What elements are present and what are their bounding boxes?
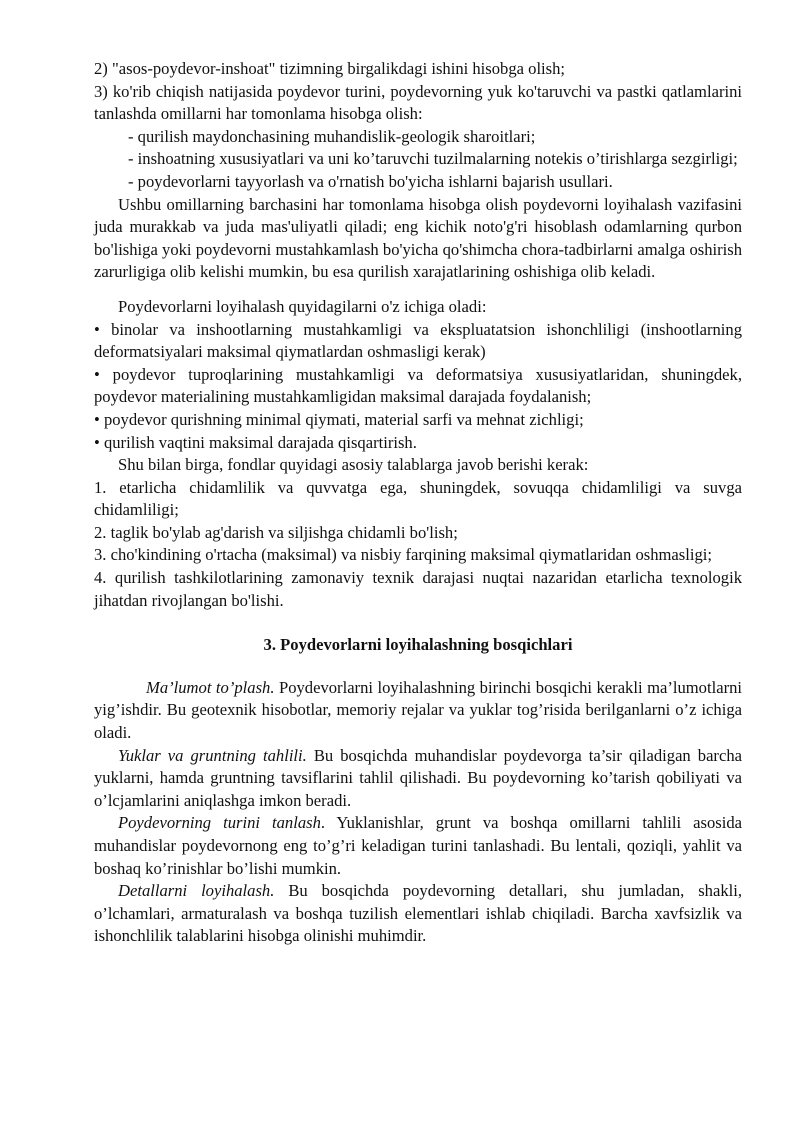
bullet-item-min-cost: • poydevor qurishning minimal qiymati, material sarfi va mehnat zichligi; <box>94 409 584 429</box>
summary-paragraph: Ushbu omillarning barchasini har tomonlama hisobga olish poydevorni loyihalash vazifasini juda murakkab va juda mas'uliyatli qiladi; eng kichik noto'g'ri hisoblash odamlarning qurbon bo'lishiga yoki poydevorni mustahkamlash bo'yicha qo'shimcha chora-tadbirlarni amalga oshirish zarurligiga olib kelishi mumkin, bu esa qurilish xarajatlarining oshishiga olib keladi. <box>94 194 742 282</box>
stage-text: Bu bosqichda poydevorning detallari, shu jumladan, shakli, o’lchamlari, armaturalash va boshqa tuzilish elementlari ishlab chiqiladi. Barcha xavfsizlik va ishonchlilik talablarini hisobga olinishi muhimdir. <box>94 881 742 946</box>
document-page <box>94 58 742 948</box>
list-item-2: 2) "asos-poydevor-inshoat" tizimning birgalikdagi ishini hisobga olish; <box>94 59 566 78</box>
requirement-item-2: 2. taglik bo'ylab ag'darish va siljishga chidamli bo'lish; <box>94 522 458 542</box>
dash-item-installation-methods: - poydevorlarni tayyorlash va o'rnatish bo'yicha ishlarni bajarish usullari. <box>128 171 613 191</box>
requirement-item-4: 4. qurilish tashkilotlarining zamonaviy texnik darajasi nuqtai nazaridan etarlicha texnologik jihatdan rivojlangan bo'lishi. <box>94 568 742 610</box>
section-heading: 3. Poydevorlarni loyihalashning bosqichlari <box>263 635 573 655</box>
stage-paragraph-type-selection <box>94 812 742 880</box>
stage-title: Poydevorning turini tanlash <box>118 813 321 833</box>
stage-paragraph-detail-design <box>94 880 742 948</box>
stage-text: . Yuklanishlar, grunt va boshqa omillarni tahlili asosida muhandislar poydevornong eng to’g’ri keladigan turini tanlashadi. Bu lentali, qoziqli, yahlit va boshaq ko’rinishlar bo’lishi mumkin. <box>94 813 742 878</box>
spacer <box>94 284 742 296</box>
bullet-item-reliability: • binolar va inshootlarning mustahkamligi va ekspluatatsion ishonchliligi (inshootlarning deformatsiyalari maksimal qiymatlardan oshmasligi kerak) <box>94 319 742 362</box>
stage-title: Yuklar va gruntning tahlili. <box>118 745 307 765</box>
dash-item-site-conditions: - qurilish maydonchasining muhandislik-geologik sharoitlari; <box>128 126 536 146</box>
stage-paragraph-load-analysis <box>94 745 742 813</box>
requirement-item-3: 3. cho'kindining o'rtacha (maksimal) va nisbiy farqining maksimal qiymatlaridan oshmasligi; <box>94 545 712 565</box>
spacer <box>94 612 742 634</box>
stage-text: Bu bosqichda muhandislar poydevorga ta’sir qiladigan barcha yuklarni, hamda gruntning tavsiflarini tahlil qilishadi. Bu poydevorning ko’tarish qobiliyati va o’lcjamlarini aniqlashga imkon beradi. <box>94 745 742 810</box>
stage-paragraph-data-collection <box>94 677 742 745</box>
requirements-lead: Shu bilan birga, fondlar quyidagi asosiy talablarga javob berishi kerak: <box>118 455 589 475</box>
bullet-item-soil-strength: • poydevor tuproqlarining mustahkamligi va deformatsiya xususiyatlaridan, shuningdek, poydevor materialining mustahkamligidan maksimal darajada foydalanish; <box>94 364 742 407</box>
stage-title: Ma’lumot to’plash. <box>146 677 275 697</box>
requirement-item-1: 1. etarlicha chidamlilik va quvvatga ega, shuningdek, sovuqqa chidamliligi va suvga chidamliligi; <box>94 477 742 520</box>
list-item-3: 3) ko'rib chiqish natijasida poydevor turini, poydevorning yuk ko'taruvchi va pastki qatlamlarini tanlashda omillarni har tomonlama hisobga olish: <box>94 81 742 124</box>
spacer <box>94 657 742 677</box>
bullet-item-construction-time: • qurilish vaqtini maksimal darajada qisqartirish. <box>94 432 417 452</box>
design-lead: Poydevorlarni loyihalash quyidagilarni o'z ichiga oladi: <box>118 296 487 316</box>
stage-title: Detallarni loyihalash. <box>118 881 275 901</box>
dash-item-structure-sensitivity: - inshoatning xususiyatlari va uni ko’taruvchi tuzilmalarning notekis o’tirishlarga sezgirligi; <box>128 149 738 169</box>
stage-text: Poydevorlarni loyihalashning birinchi bosqichi kerakli ma’lumotlarni yig’ishdir. Bu geotexnik hisobotlar, memoriy rejalar va yuklar tog’risida berilganlarni o’z ichiga oladi. <box>94 677 742 743</box>
